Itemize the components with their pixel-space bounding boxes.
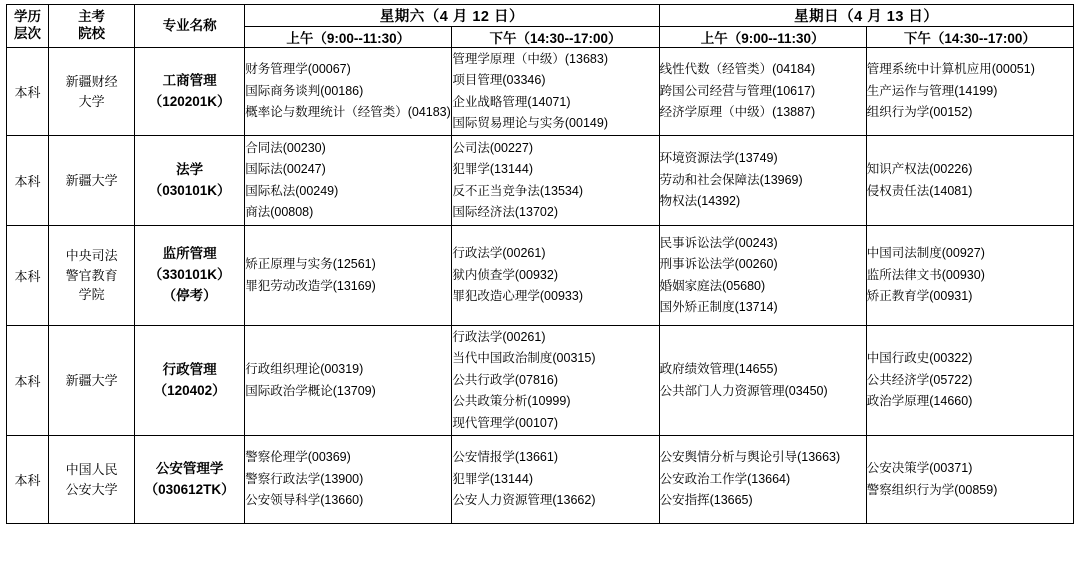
cell-sat-morning bbox=[245, 326, 452, 436]
course-item: 公安政治工作学(13664) bbox=[659, 471, 791, 486]
cell-sun-afternoon bbox=[866, 48, 1073, 136]
course-item: 矫正原理与实务(12561) bbox=[245, 257, 376, 271]
header-level bbox=[7, 5, 49, 48]
course-item: 项目管理(03346) bbox=[452, 73, 546, 87]
course-item: 罪犯改造心理学(00933) bbox=[452, 289, 583, 304]
cell-sun-afternoon bbox=[866, 136, 1073, 226]
course-item: 公安指挥(13665) bbox=[659, 493, 753, 508]
cell-sun-morning bbox=[659, 326, 866, 436]
school-line: 大学 bbox=[78, 93, 105, 109]
course-item: 中国行政史(00322) bbox=[866, 351, 973, 366]
course-item: 知识产权法(00226) bbox=[866, 162, 973, 176]
course-item: 生产运作与管理(14199) bbox=[866, 83, 998, 98]
cell-sun-afternoon bbox=[866, 326, 1073, 436]
table-body bbox=[7, 48, 1074, 524]
header-major: 专业名称 bbox=[135, 5, 245, 48]
cell-level: 本科 bbox=[7, 48, 49, 136]
cell-sun-morning bbox=[659, 48, 866, 136]
course-item: 婚姻家庭法(05680) bbox=[659, 278, 766, 293]
course-item: 刑事诉讼法学(00260) bbox=[659, 257, 778, 271]
course-item: 国际政治学概论(13709) bbox=[245, 383, 376, 398]
course-item: 环境资源法学(13749) bbox=[659, 151, 778, 166]
course-item: 国际法(00247) bbox=[245, 162, 326, 176]
cell-sun-morning bbox=[659, 136, 866, 226]
exam-schedule-table bbox=[6, 4, 1074, 524]
cell-school bbox=[49, 136, 135, 226]
school-line: 公安大学 bbox=[65, 481, 118, 497]
course-item: 行政组织理论(00319) bbox=[245, 362, 364, 376]
course-item: 公安情报学(13661) bbox=[452, 450, 558, 465]
course-item: 民事诉讼法学(00243) bbox=[659, 235, 778, 250]
cell-sat-afternoon bbox=[452, 326, 659, 436]
table-row bbox=[7, 48, 1074, 136]
course-item: 行政法学(00261) bbox=[452, 246, 546, 261]
major-note: （停考） bbox=[162, 287, 217, 303]
cell-major bbox=[135, 436, 245, 524]
cell-major bbox=[135, 48, 245, 136]
course-item: 犯罪学(13144) bbox=[452, 162, 533, 176]
course-item: 劳动和社会保障法(13969) bbox=[659, 172, 803, 187]
course-item: 政治学原理(14660) bbox=[866, 394, 973, 409]
header-sun-morning: 上午（9:00--11:30） bbox=[659, 27, 866, 48]
header-saturday: 星期六（4 月 12 日） bbox=[245, 5, 659, 27]
header-level-line2: 层次 bbox=[14, 26, 42, 41]
course-item: 管理学原理（中级）(13683) bbox=[452, 51, 608, 66]
school-line: 警官教育 bbox=[65, 267, 118, 283]
cell-school bbox=[49, 48, 135, 136]
course-item: 矫正教育学(00931) bbox=[866, 289, 973, 304]
major-code: （120201K） bbox=[148, 93, 231, 109]
course-item: 公共行政学(07816) bbox=[452, 372, 558, 387]
major-name: 公安管理学 bbox=[155, 460, 224, 476]
course-item: 公共部门人力资源管理(03450) bbox=[659, 383, 828, 398]
table-row bbox=[7, 226, 1074, 326]
table-row bbox=[7, 326, 1074, 436]
course-item: 国际私法(00249) bbox=[245, 183, 339, 198]
course-item: 政府绩效管理(14655) bbox=[659, 362, 778, 376]
course-item: 合同法(00230) bbox=[245, 140, 326, 155]
table-row bbox=[7, 136, 1074, 226]
cell-school bbox=[49, 326, 135, 436]
school-line: 中国人民 bbox=[65, 462, 118, 477]
course-item: 线性代数（经管类）(04184) bbox=[659, 62, 816, 77]
course-item: 国际贸易理论与实务(00149) bbox=[452, 116, 608, 130]
school-line: 新疆大学 bbox=[65, 372, 118, 388]
course-item: 罪犯劳动改造学(13169) bbox=[245, 278, 376, 293]
cell-sat-afternoon bbox=[452, 136, 659, 226]
major-name: 法学 bbox=[176, 161, 204, 177]
header-level-line1: 学历 bbox=[14, 9, 42, 25]
course-item: 国际经济法(13702) bbox=[452, 205, 558, 219]
cell-sat-morning bbox=[245, 436, 452, 524]
cell-sun-morning bbox=[659, 436, 866, 524]
course-item: 警察组织行为学(00859) bbox=[866, 482, 998, 497]
course-item: 公安决策学(00371) bbox=[866, 461, 973, 475]
course-item: 财务管理学(00067) bbox=[245, 62, 351, 77]
course-item: 公安人力资源管理(13662) bbox=[452, 493, 596, 508]
table-row bbox=[7, 436, 1074, 524]
header-sat-afternoon: 下午（14:30--17:00） bbox=[452, 27, 659, 48]
header-school bbox=[49, 5, 135, 48]
major-code: （120402） bbox=[153, 382, 226, 398]
course-item: 当代中国政治制度(00315) bbox=[452, 351, 596, 366]
cell-sat-morning bbox=[245, 136, 452, 226]
course-item: 反不正当竞争法(13534) bbox=[452, 183, 583, 198]
course-item: 国际商务谈判(00186) bbox=[245, 83, 364, 98]
course-item: 组织行为学(00152) bbox=[866, 105, 973, 120]
major-code: （330101K） bbox=[148, 267, 231, 283]
school-line: 中央司法 bbox=[65, 248, 118, 264]
course-item: 企业战略管理(14071) bbox=[452, 94, 571, 109]
course-item: 侵权责任法(14081) bbox=[866, 183, 973, 198]
course-item: 监所法律文书(00930) bbox=[866, 267, 985, 282]
course-item: 警察行政法学(13900) bbox=[245, 471, 364, 486]
table-header bbox=[7, 5, 1074, 48]
cell-sat-morning bbox=[245, 48, 452, 136]
course-item: 犯罪学(13144) bbox=[452, 471, 533, 486]
cell-sat-afternoon bbox=[452, 436, 659, 524]
major-code: （030101K） bbox=[148, 182, 231, 198]
course-item: 公司法(00227) bbox=[452, 140, 533, 155]
major-code: （030612TK） bbox=[144, 481, 235, 497]
course-item: 国外矫正制度(13714) bbox=[659, 300, 778, 314]
header-sunday: 星期日（4 月 13 日） bbox=[659, 5, 1073, 27]
header-row-day bbox=[7, 5, 1074, 27]
course-item: 概率论与数理统计（经管类）(04183) bbox=[245, 105, 451, 120]
cell-level: 本科 bbox=[7, 136, 49, 226]
cell-sun-afternoon bbox=[866, 436, 1073, 524]
course-item: 警察伦理学(00369) bbox=[245, 450, 351, 465]
course-item: 跨国公司经营与管理(10617) bbox=[659, 83, 816, 98]
course-item: 公安领导科学(13660) bbox=[245, 493, 364, 508]
major-name: 工商管理 bbox=[162, 72, 217, 88]
course-item: 物权法(14392) bbox=[659, 194, 741, 209]
course-item: 行政法学(00261) bbox=[452, 329, 546, 344]
course-item: 狱内侦查学(00932) bbox=[452, 267, 558, 282]
school-line: 学院 bbox=[78, 287, 105, 303]
school-line: 新疆大学 bbox=[65, 172, 118, 188]
cell-school bbox=[49, 226, 135, 326]
major-name: 行政管理 bbox=[162, 361, 217, 377]
cell-sat-morning bbox=[245, 226, 452, 326]
cell-sat-afternoon bbox=[452, 226, 659, 326]
cell-level: 本科 bbox=[7, 326, 49, 436]
cell-sat-afternoon bbox=[452, 48, 659, 136]
course-item: 公共经济学(05722) bbox=[866, 372, 973, 387]
header-sun-afternoon: 下午（14:30--17:00） bbox=[866, 27, 1073, 48]
course-item: 公安舆情分析与舆论引导(13663) bbox=[659, 450, 841, 465]
course-item: 现代管理学(00107) bbox=[452, 415, 558, 430]
cell-school bbox=[49, 436, 135, 524]
course-item: 经济学原理（中级）(13887) bbox=[659, 105, 816, 120]
course-item: 公共政策分析(10999) bbox=[452, 394, 571, 409]
cell-level: 本科 bbox=[7, 226, 49, 326]
course-item: 中国司法制度(00927) bbox=[866, 246, 985, 261]
course-item: 管理系统中计算机应用(00051) bbox=[866, 62, 1035, 77]
header-school-line1: 主考 bbox=[78, 9, 106, 25]
cell-level: 本科 bbox=[7, 436, 49, 524]
cell-major bbox=[135, 326, 245, 436]
course-item: 商法(00808) bbox=[245, 205, 314, 219]
header-sat-morning: 上午（9:00--11:30） bbox=[245, 27, 452, 48]
cell-major bbox=[135, 136, 245, 226]
school-line: 新疆财经 bbox=[65, 74, 118, 89]
header-school-line2: 院校 bbox=[78, 26, 106, 41]
cell-sun-morning bbox=[659, 226, 866, 326]
major-name: 监所管理 bbox=[162, 246, 217, 262]
cell-major bbox=[135, 226, 245, 326]
cell-sun-afternoon bbox=[866, 226, 1073, 326]
